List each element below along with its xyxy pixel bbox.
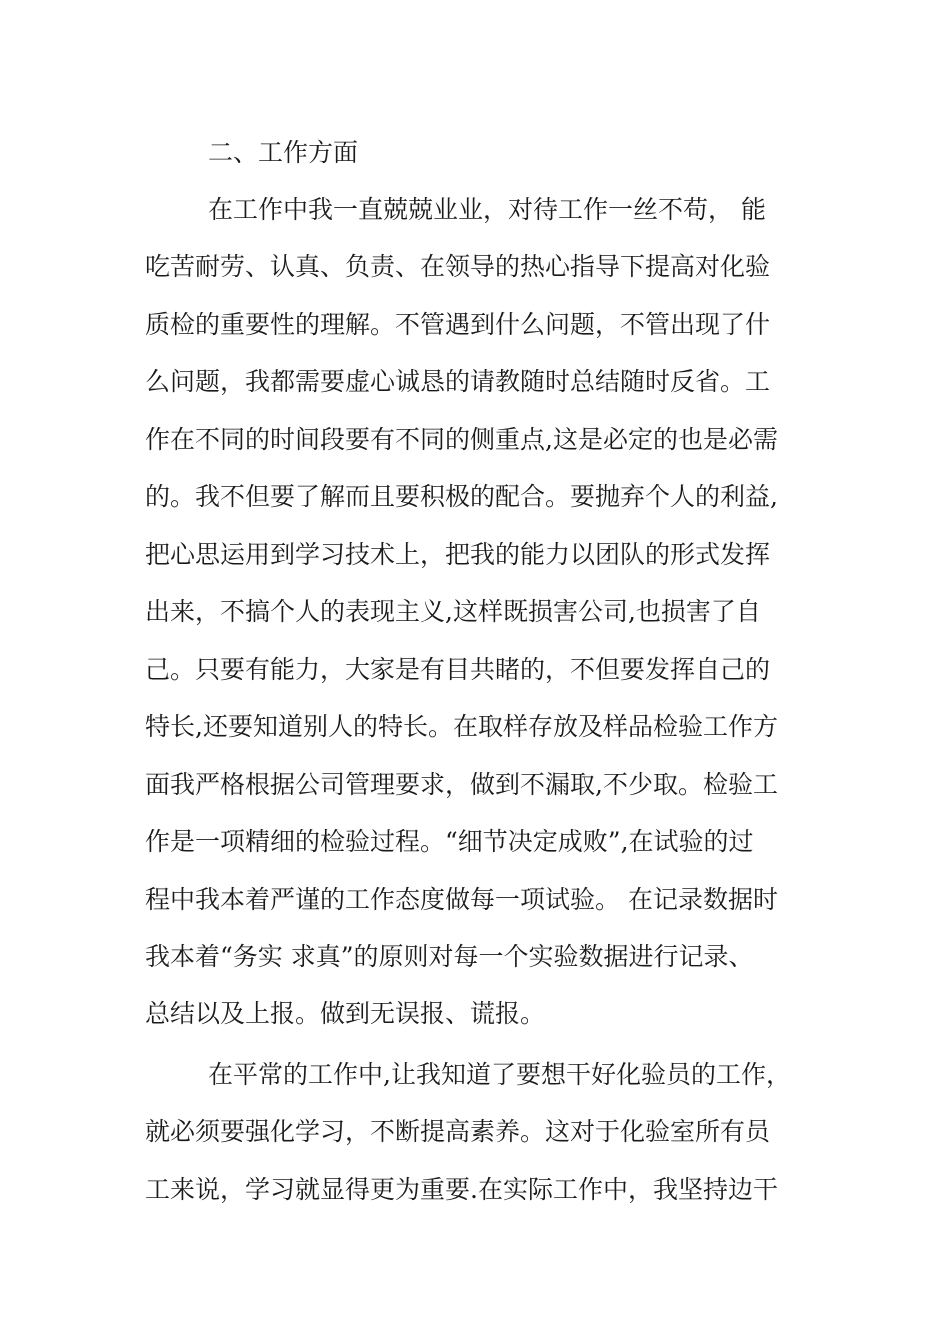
paragraph-line: 在工作中我一直兢兢业业，对待工作一丝不苟， 能 xyxy=(208,195,766,224)
paragraph-line: 工来说，学习就显得更为重要.在实际工作中，我坚持边干 xyxy=(145,1175,778,1204)
paragraph-line: 质检的重要性的理解。不管遇到什么问题，不管出现了什 xyxy=(145,310,771,339)
paragraph-line: 作在不同的时间段要有不同的侧重点,这是必定的也是必需 xyxy=(145,425,778,454)
paragraph-line: 把心思运用到学习技术上，把我的能力以团队的形式发挥 xyxy=(145,540,771,569)
paragraph-line: 己。只要有能力，大家是有目共睹的，不但要发挥自己的 xyxy=(145,655,771,684)
paragraph-line: 就必须要强化学习，不断提高素养。这对于化验室所有员 xyxy=(145,1117,771,1146)
paragraph-line: 总结以及上报。做到无误报、谎报。 xyxy=(145,999,546,1028)
paragraph-line: 面我严格根据公司管理要求，做到不漏取,不少取。检验工 xyxy=(145,770,778,799)
section-heading: 二、工作方面 xyxy=(208,138,359,167)
paragraph-line: 我本着“务实 求真”的原则对每一个实验数据进行记录、 xyxy=(145,942,754,971)
paragraph-line: 作是一项精细的检验过程。“细节决定成败”,在试验的过 xyxy=(145,827,754,856)
paragraph-line: 程中我本着严谨的工作态度做每一项试验。 在记录数据时 xyxy=(145,885,778,914)
paragraph-line: 特长,还要知道别人的特长。在取样存放及样品检验工作方 xyxy=(145,712,778,741)
paragraph-line: 的。我不但要了解而且要积极的配合。要抛弃个人的利益, xyxy=(145,482,778,511)
paragraph-line: 出来，不搞个人的表现主义,这样既损害公司,也损害了自 xyxy=(145,597,761,626)
paragraph-line: 吃苦耐劳、认真、负责、在领导的热心指导下提高对化验 xyxy=(145,252,771,281)
paragraph-line: 在平常的工作中,让我知道了要想干好化验员的工作， xyxy=(208,1060,791,1089)
paragraph-line: 么问题，我都需要虚心诚恳的请教随时总结随时反省。工 xyxy=(145,367,771,396)
